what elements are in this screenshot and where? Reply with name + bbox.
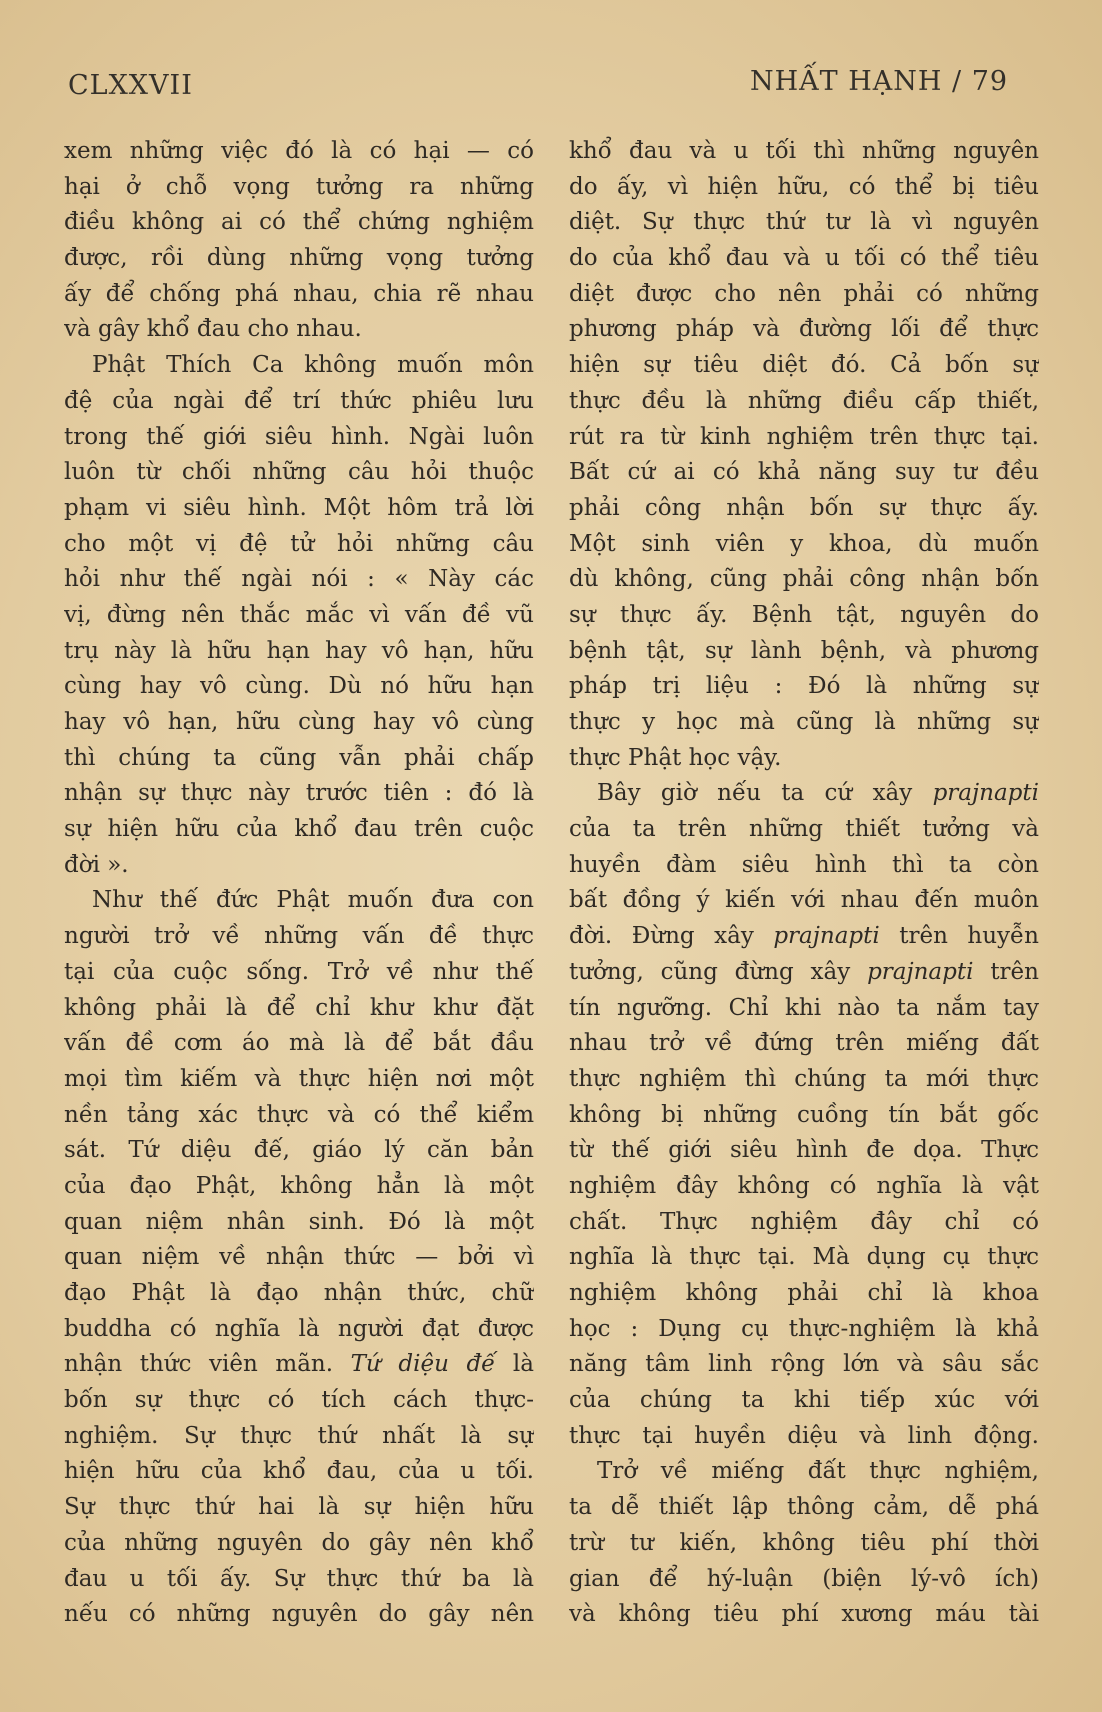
text-line: năng tâm linh rộng lớn và sâu sắc xyxy=(569,1351,1039,1378)
text-line: pháp trị liệu : Đó là những sự xyxy=(569,673,1039,700)
text-line: tín ngưỡng. Chỉ khi nào ta nắm tay xyxy=(569,994,1039,1021)
text-line: đời. Đừng xây prajnapti trên huyễn xyxy=(569,923,1039,950)
text-line: do của khổ đau và u tối có thể tiêu xyxy=(569,245,1039,272)
text-line: diệt. Sự thực thứ tư là vì nguyên xyxy=(569,209,1039,236)
text-line: gian để hý-luận (biện lý-vô ích) xyxy=(569,1565,1039,1592)
text-line: học : Dụng cụ thực-nghiệm là khả xyxy=(569,1315,1039,1342)
text-line: hại ở chỗ vọng tưởng ra những xyxy=(64,173,534,200)
text-line: nghiệm không phải chỉ là khoa xyxy=(569,1280,1039,1306)
text-line: diệt được cho nên phải có những xyxy=(569,280,1039,307)
text-line: sát. Tứ diệu đế, giáo lý căn bản xyxy=(64,1137,534,1164)
text-line: cho một vị đệ tử hỏi những câu xyxy=(64,530,534,557)
text-line: của đạo Phật, không hẳn là một xyxy=(64,1172,534,1199)
text-line: nghiệm. Sự thực thứ nhất là sự xyxy=(64,1422,534,1449)
text-line: thực tại huyền diệu và linh động. xyxy=(569,1422,1039,1449)
text-line: tưởng, cũng đừng xây prajnapti trên xyxy=(569,958,1039,985)
text-line: khổ đau và u tối thì những nguyên xyxy=(569,138,1039,164)
text-line: chất. Thực nghiệm đây chỉ có xyxy=(569,1208,1039,1235)
text-line: Sự thực thứ hai là sự hiện hữu xyxy=(64,1494,534,1521)
text-line: đau u tối ấy. Sự thực thứ ba là xyxy=(64,1565,534,1592)
text-line: thực nghiệm thì chúng ta mới thực xyxy=(569,1065,1039,1092)
text-line: đệ của ngài để trí thức phiêu lưu xyxy=(64,387,534,414)
text-line: mọi tìm kiếm và thực hiện nơi một xyxy=(64,1065,534,1092)
text-line: không phải là để chỉ khư khư đặt xyxy=(64,994,534,1021)
text-line: thực đều là những điều cấp thiết, xyxy=(569,387,1039,414)
text-line: nhận thức viên mãn. Tứ diệu đế là xyxy=(64,1351,534,1378)
text-line: trụ này là hữu hạn hay vô hạn, hữu xyxy=(64,637,534,664)
text-line: quan niệm về nhận thức — bởi vì xyxy=(64,1244,534,1271)
text-line: trong thế giới siêu hình. Ngài luôn xyxy=(64,423,534,450)
text-line: luôn từ chối những câu hỏi thuộc xyxy=(64,459,534,486)
text-line: và không tiêu phí xương máu tài xyxy=(569,1601,1039,1628)
right-text-column xyxy=(569,134,1039,1633)
text-line: bốn sự thực có tích cách thực- xyxy=(64,1387,534,1414)
text-line: Như thế đức Phật muốn đưa con xyxy=(92,887,534,914)
text-line: xem những việc đó là có hại — có xyxy=(64,138,534,164)
text-line: Phật Thích Ca không muốn môn xyxy=(92,352,534,379)
text-line: nếu có những nguyên do gây nên xyxy=(64,1601,534,1628)
text-line: nhận sự thực này trước tiên : đó là xyxy=(64,780,534,807)
text-line: hiện sự tiêu diệt đó. Cả bốn sự xyxy=(569,352,1039,379)
text-line: trừ tư kiến, không tiêu phí thời xyxy=(569,1529,1039,1556)
text-line: điều không ai có thể chứng nghiệm xyxy=(64,209,534,236)
text-line: không bị những cuồng tín bắt gốc xyxy=(569,1101,1039,1128)
text-line: ấy để chống phá nhau, chia rẽ nhau xyxy=(64,280,534,307)
text-line: của ta trên những thiết tưởng và xyxy=(569,816,1039,843)
text-line: bệnh tật, sự lành bệnh, và phương xyxy=(569,637,1039,664)
text-line: sự hiện hữu của khổ đau trên cuộc xyxy=(64,816,534,843)
text-line: vị, đừng nên thắc mắc vì vấn đề vũ xyxy=(64,601,534,628)
text-line: nghĩa là thực tại. Mà dụng cụ thực xyxy=(569,1244,1039,1271)
text-line: Một sinh viên y khoa, dù muốn xyxy=(569,530,1039,557)
text-line: hỏi như thế ngài nói : « Này các xyxy=(64,566,534,593)
text-line: của những nguyên do gây nên khổ xyxy=(64,1529,534,1556)
text-line: người trở về những vấn đề thực xyxy=(64,923,534,950)
text-line: phạm vi siêu hình. Một hôm trả lời xyxy=(64,494,534,521)
text-line: của chúng ta khi tiếp xúc với xyxy=(569,1387,1039,1414)
text-line: do ấy, vì hiện hữu, có thể bị tiêu xyxy=(569,173,1039,200)
text-line: Bây giờ nếu ta cứ xây prajnapti xyxy=(597,780,1039,807)
text-line: nền tảng xác thực và có thể kiểm xyxy=(64,1101,534,1128)
text-line: tại của cuộc sống. Trở về như thế xyxy=(64,958,534,985)
text-line: rút ra từ kinh nghiệm trên thực tại. xyxy=(569,423,1039,450)
text-line: dù không, cũng phải công nhận bốn xyxy=(569,566,1039,593)
text-line: và gây khổ đau cho nhau. xyxy=(64,316,362,343)
text-line: đạo Phật là đạo nhận thức, chữ xyxy=(64,1280,534,1306)
text-line: huyền đàm siêu hình thì ta còn xyxy=(569,851,1039,878)
text-line: đời ». xyxy=(64,851,129,878)
text-line: nghiệm đây không có nghĩa là vật xyxy=(569,1172,1039,1199)
chapter-number: CLXXVII xyxy=(68,70,193,101)
text-line: phương pháp và đường lối để thực xyxy=(569,316,1039,343)
text-line: hiện hữu của khổ đau, của u tối. xyxy=(64,1458,534,1485)
text-line: vấn đề cơm áo mà là để bắt đầu xyxy=(64,1030,534,1057)
text-line: hay vô hạn, hữu cùng hay vô cùng xyxy=(64,709,534,735)
text-line: ta dễ thiết lập thông cảm, dễ phá xyxy=(569,1494,1039,1521)
text-line: được, rồi dùng những vọng tưởng xyxy=(64,245,534,272)
text-line: phải công nhận bốn sự thực ấy. xyxy=(569,494,1039,521)
text-line: cùng hay vô cùng. Dù nó hữu hạn xyxy=(64,673,534,700)
text-line: Bất cứ ai có khả năng suy tư đều xyxy=(569,459,1039,486)
running-header-page-number: NHẤT HẠNH / 79 xyxy=(750,66,1009,97)
text-line: sự thực ấy. Bệnh tật, nguyên do xyxy=(569,601,1039,628)
text-line: buddha có nghĩa là người đạt được xyxy=(64,1315,534,1342)
text-line: thì chúng ta cũng vẫn phải chấp xyxy=(64,744,534,771)
text-line: thực y học mà cũng là những sự xyxy=(569,709,1039,735)
text-line: thực Phật học vậy. xyxy=(569,744,782,771)
text-line: bất đồng ý kiến với nhau đến muôn xyxy=(569,887,1039,914)
text-line: Trở về miếng đất thực nghiệm, xyxy=(597,1458,1039,1485)
text-line: quan niệm nhân sinh. Đó là một xyxy=(64,1208,534,1235)
text-line: nhau trở về đứng trên miếng đất xyxy=(569,1030,1039,1057)
text-line: từ thế giới siêu hình đe dọa. Thực xyxy=(569,1137,1039,1164)
left-text-column xyxy=(64,134,534,1633)
